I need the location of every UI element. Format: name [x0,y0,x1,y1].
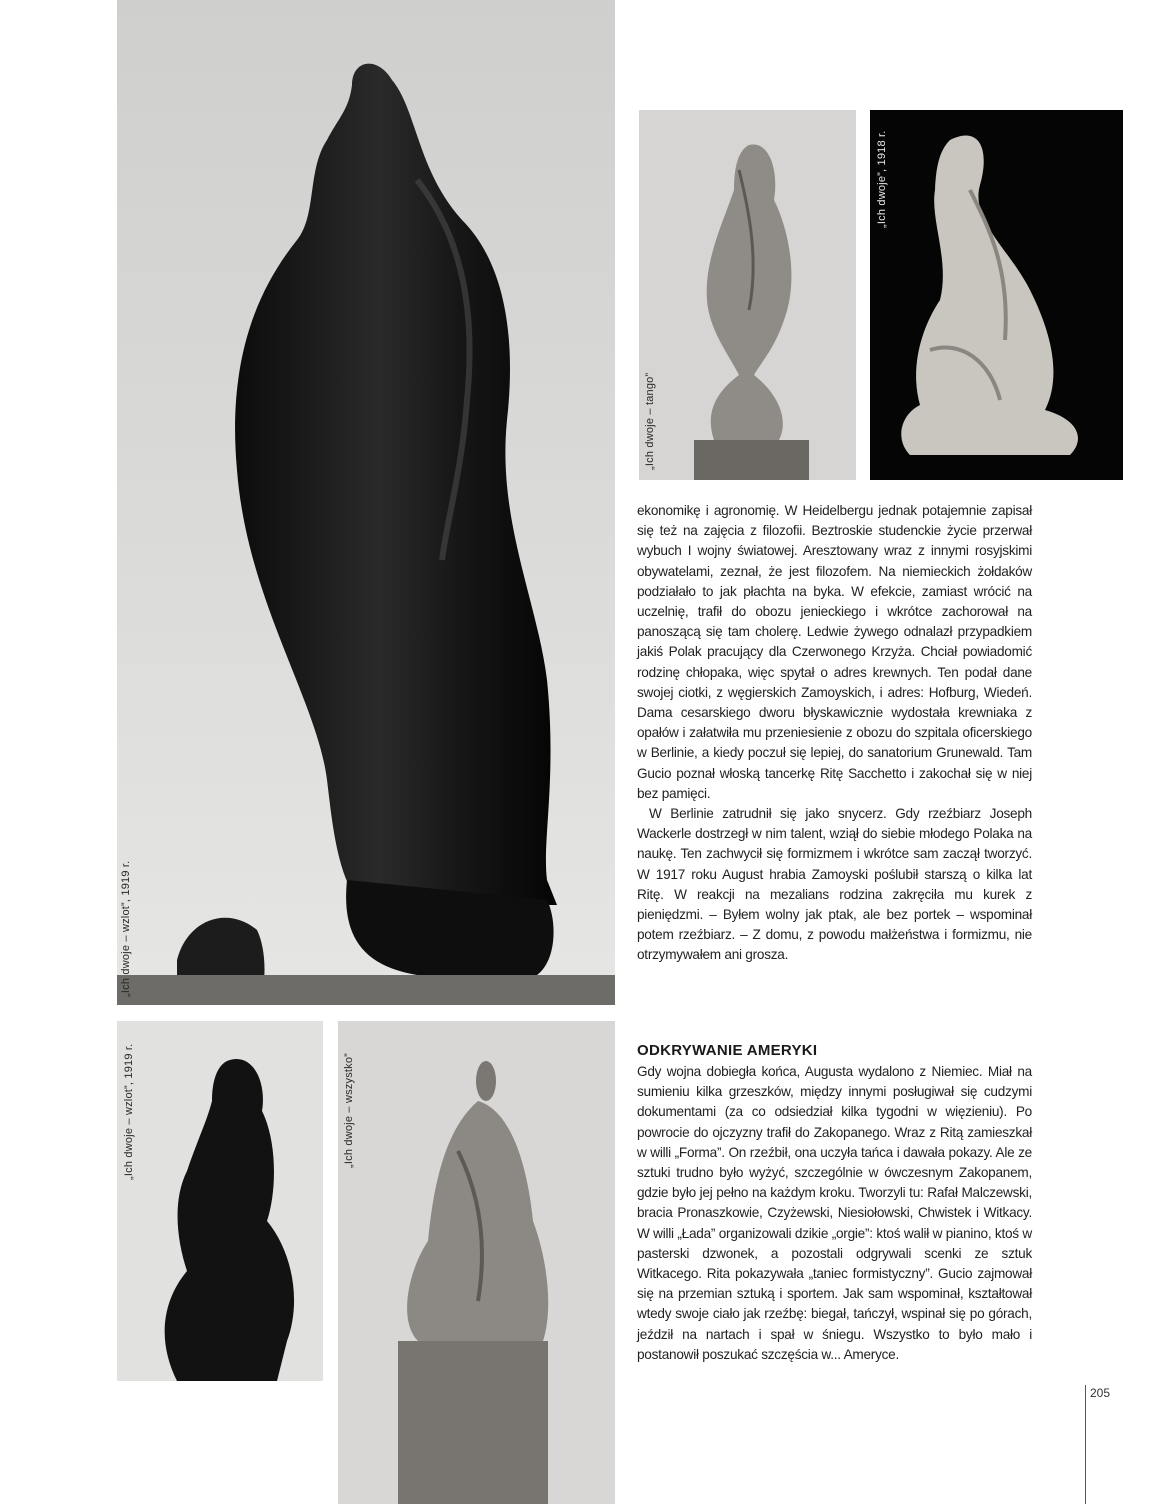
body-text-bottom [637,1062,1032,1365]
page-number: 205 [1090,1386,1111,1400]
caption-tango: „Ich dwoje – tango” [644,372,656,470]
paragraph-1: ekonomikę i agronomię. W Heidelbergu jednak potajemnie zapisał się też na zajęcia z filozofii. Beztroskie studenckie życie przerwał wybuch I wojny światowej. Aresztowany wraz z innymi rosyjskimi obywatelami, zeznał, że jest filozofem. Na niemieckich żołdaków podziałało to jak płachta na byka. W efekcie, zamiast wrócić na uczelnię, trafił do obozu jenieckiego i wkrótce zachorował na panoszącą się tam cholerę. Ledwie żywego odnalazł przypadkiem jakiś Polak pracujący dla Czerwonego Krzyża. Chciał powiadomić rodzinę chłopaka, więc spytał o adres krewnych. Ten podał dane swojej ciotki, z węgierskich Zamoyskich, i adres: Hofburg, Wiedeń. Dama cesarskiego dworu błyskawicznie wydostała krewniaka z opałów i załatwiła mu przeniesienie z obozu do szpitala oficerskiego w Berlinie, a kiedy poczuł się lepiej, do sanatorium Grunewald. Tam Gucio poznał włoską tancerkę Ritę Sacchetto i zakochał się w niej bez pamięci. [637,503,1032,801]
photo-sculpture-wzlot-small [117,1021,323,1381]
photo-sculpture-wzlot-large [117,0,615,1005]
section-heading: ODKRYWANIE AMERYKI [637,1042,818,1059]
body-text-top [637,501,1032,966]
photo-sculpture-tango [639,110,856,480]
paragraph-2: W Berlinie zatrudnił się jako snycerz. Gdy rzeźbiarz Joseph Wackerle dostrzegł w nim talent, wziął do siebie młodego Polaka na naukę. Ten zachwycił się formizmem i wkrótce sam zaczął tworzyć. W 1917 roku August hrabia Zamoyski poślubił starszą o kilka lat Ritę. W reakcji na mezalians rodzina zakręciła mu kurek z pieniędzmi. – Byłem wolny jak ptak, ale bez portek – wspominał potem rzeźbiarz. – Z domu, z powodu małżeństwa i formizmu, nie otrzymywałem ani grosza. [637,806,1032,963]
photo-sculpture-wszystko [338,1021,615,1504]
photo-sculpture-1918 [870,110,1123,480]
caption-small-wzlot: „Ich dwoje – wzlot”, 1919 r. [123,1043,135,1180]
folio-rule [1085,1385,1086,1504]
paragraph-3: Gdy wojna dobiegła końca, Augusta wydalono z Niemiec. Miał na sumieniu kilka grzeszków, między innymi posługiwał się cudzymi dokumentami (za co odsiedział kilka tygodni w więzieniu). Po powrocie do ojczyzny trafił do Zakopanego. Wraz z Ritą zamieszkał w willi „Forma”. On rzeźbił, ona uczyła tańca i dawała pokazy. Ale ze sztuki trudno było wyżyć, szczególnie w ówczesnym Zakopanem, gdzie było jej pełno na każdym kroku. Tworzyli tu: Rafał Malczewski, bracia Pronaszkowie, Czyżewski, Niesiołowski, Chwistek i Witkacy. W willi „Łada” organizowali dzikie „orgie”: ktoś walił w pianino, ktoś w pasterski dzwonek, a pozostali odgrywali scenki ze sztuk Witkacego. Rita pokazywała „taniec formistyczny”. Gucio zajmował się na przemian sztuką i sportem. Jak sam wspominał, kształtował wtedy swoje ciało jak rzeźbę: biegał, tańczył, wspinał się po górach, jeździł na nartach i spał w śniegu. Wszystko to było mało i postanowił poszukać szczęścia w... Ameryce. [637,1064,1032,1362]
caption-1918: „Ich dwoje”, 1918 r. [876,130,888,228]
caption-large-photo: „Ich dwoje – wzlot”, 1919 r. [120,860,132,997]
caption-wszystko: „Ich dwoje – wszystko” [343,1052,355,1168]
